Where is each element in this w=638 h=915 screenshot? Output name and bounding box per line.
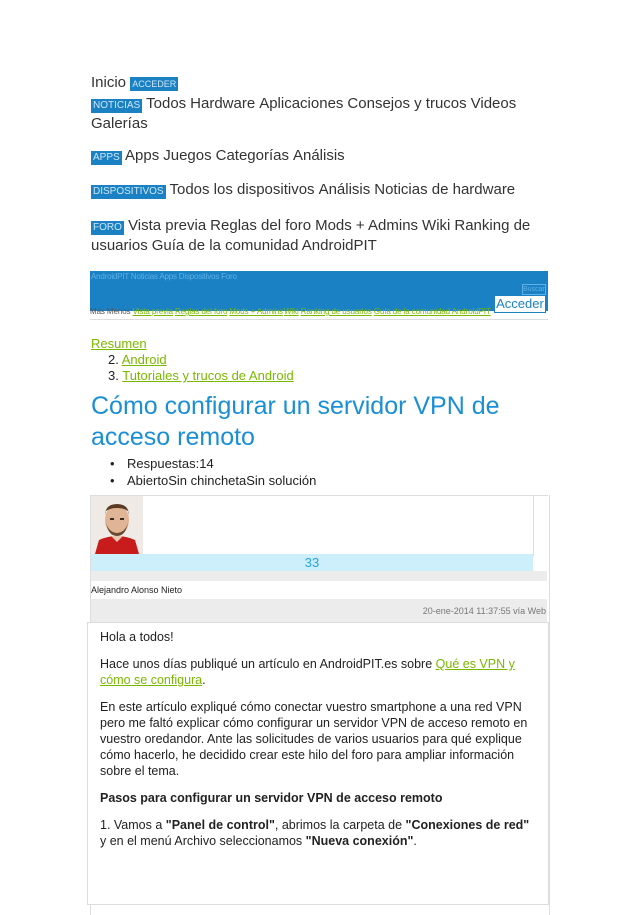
breadcrumb-item (108, 368, 294, 384)
thread-status: AbiertoSin chinchetaSin solución (127, 473, 317, 488)
subnav-reglas[interactable]: Reglas del foro (175, 307, 228, 316)
post-text: Hace unos días publiqué un artículo en AndroidPIT.es sobre (100, 657, 436, 671)
apps-nav (91, 146, 349, 166)
nav-link-juegos[interactable]: Juegos (163, 147, 212, 164)
steps-heading: Pasos para configurar un servidor VPN de acceso remoto (100, 791, 443, 805)
post-score[interactable]: 33 (91, 554, 533, 571)
meta-item: • Respuestas:14 (110, 456, 214, 471)
dispositivos-nav (91, 180, 519, 200)
post-text: y en el menú Archivo seleccionamos (100, 834, 306, 848)
subnav-guia[interactable]: Guía de la comunidad AndroidPIT (373, 307, 491, 316)
post-paragraph-2: En este artículo expliqué cómo conectar vuestro smartphone a una red VPN pero me faltó explicar cómo configurar un servidor VPN de acceso remoto en vuestro oredandor. Ante las solicitudes de varios usuarios para qué explique cómo hacerlo, he decidido crear este hilo del foro para ampliar información sobre el tema. (100, 700, 528, 778)
apps-tag[interactable]: APPS (93, 152, 120, 163)
breadcrumb-resumen[interactable]: Resumen (91, 336, 147, 351)
noticias-tag[interactable]: NOTICIAS (93, 100, 141, 111)
sub-nav (90, 307, 548, 316)
acceder-tag[interactable]: ACCEDER (132, 79, 177, 89)
breadcrumb (108, 352, 294, 384)
breadcrumb-num: 2. (108, 352, 119, 367)
avatar[interactable] (91, 496, 143, 554)
nav-link-guia[interactable]: Guía de la comunidad AndroidPIT (151, 237, 377, 254)
post-author[interactable]: Alejandro Alonso Nieto (91, 581, 547, 599)
nav-link-aplicaciones[interactable]: Aplicaciones (259, 95, 344, 112)
nav-link-todos[interactable]: Todos (146, 95, 187, 112)
thread-meta (110, 455, 316, 489)
search-button[interactable]: Buscar (523, 286, 545, 293)
mas-menos[interactable]: Más Menos (90, 307, 131, 316)
post-body (87, 622, 549, 905)
vpn-article-link[interactable]: Qué es VPN y cómo se configura (100, 657, 515, 687)
post-gray-row (91, 571, 547, 581)
subnav-wiki[interactable]: Wiki (283, 307, 299, 316)
post-text: . (202, 673, 206, 687)
nav-link-mods[interactable]: Mods + Admins (315, 217, 419, 234)
nav-link-ranking[interactable]: Ranking de usuarios (91, 217, 531, 254)
subnav-vista-previa[interactable]: Vista previa (132, 307, 174, 316)
post-text: , abrimos la carpeta de (274, 818, 406, 832)
nav-link-reglas[interactable]: Reglas del foro (210, 217, 312, 234)
foro-nav (91, 216, 531, 256)
breadcrumb-android[interactable]: Android (121, 352, 167, 367)
nav-link-analisis[interactable]: Análisis (292, 147, 345, 164)
top-nav-row (91, 73, 178, 93)
noticias-nav (91, 94, 531, 134)
conexiones-red-text: "Conexiones de red" (405, 818, 530, 832)
nav-link-analisis-hw[interactable]: Análisis (318, 181, 371, 198)
header-links[interactable]: AndroidPIT Noticias Apps Dispositivos Foro (91, 272, 237, 281)
page-title: Cómo configurar un servidor VPN de acceso remoto (91, 392, 500, 451)
post-date-row (91, 599, 547, 623)
breadcrumb-item (108, 352, 294, 368)
nav-link-categorias[interactable]: Categorías (215, 147, 289, 164)
subnav-divider (90, 319, 548, 320)
subnav-mods[interactable]: Mods + Admins (229, 307, 283, 316)
breadcrumb-num: 3. (108, 368, 119, 383)
nav-link-videos[interactable]: Videos (470, 95, 517, 112)
avatar-icon (91, 496, 143, 554)
nav-link-galerias[interactable]: Galerías (91, 115, 148, 132)
subnav-ranking[interactable]: Ranking de usuarios (300, 307, 372, 316)
nav-link-apps[interactable]: Apps (125, 147, 160, 164)
breadcrumb-tutoriales[interactable]: Tutoriales y trucos de Android (122, 368, 294, 383)
nav-link-consejos[interactable]: Consejos y trucos (347, 95, 467, 112)
post-date: 20-ene-2014 11:37:55 (422, 606, 511, 616)
post-greeting: Hola a todos! (100, 630, 174, 644)
foro-tag[interactable]: FORO (93, 222, 122, 233)
avatar-column-divider (533, 496, 534, 556)
post-text: . (413, 834, 417, 848)
nueva-conexion-text: "Nueva conexión" (305, 834, 414, 848)
acceder-button[interactable]: Acceder (494, 295, 546, 313)
post-text: 1. Vamos a (100, 818, 166, 832)
post-top-border (90, 495, 548, 496)
step-1 (100, 817, 536, 849)
post-paragraph-1 (100, 656, 536, 688)
nav-link-wiki[interactable]: Wiki (422, 217, 451, 234)
header-bar (90, 271, 548, 311)
nav-link-noticias-hw[interactable]: Noticias de hardware (374, 181, 516, 198)
meta-item: • AbiertoSin chinchetaSin solución (110, 473, 317, 488)
dispositivos-tag[interactable]: DISPOSITIVOS (93, 186, 164, 197)
replies-count: Respuestas:14 (127, 456, 214, 471)
nav-link-hardware[interactable]: Hardware (190, 95, 256, 112)
post-via: vía Web (513, 606, 546, 616)
panel-control-text: "Panel de control" (165, 818, 275, 832)
nav-link-vista-previa[interactable]: Vista previa (128, 217, 207, 234)
inicio-link[interactable]: Inicio (91, 74, 127, 91)
nav-link-todos-dispositivos[interactable]: Todos los dispositivos (169, 181, 315, 198)
